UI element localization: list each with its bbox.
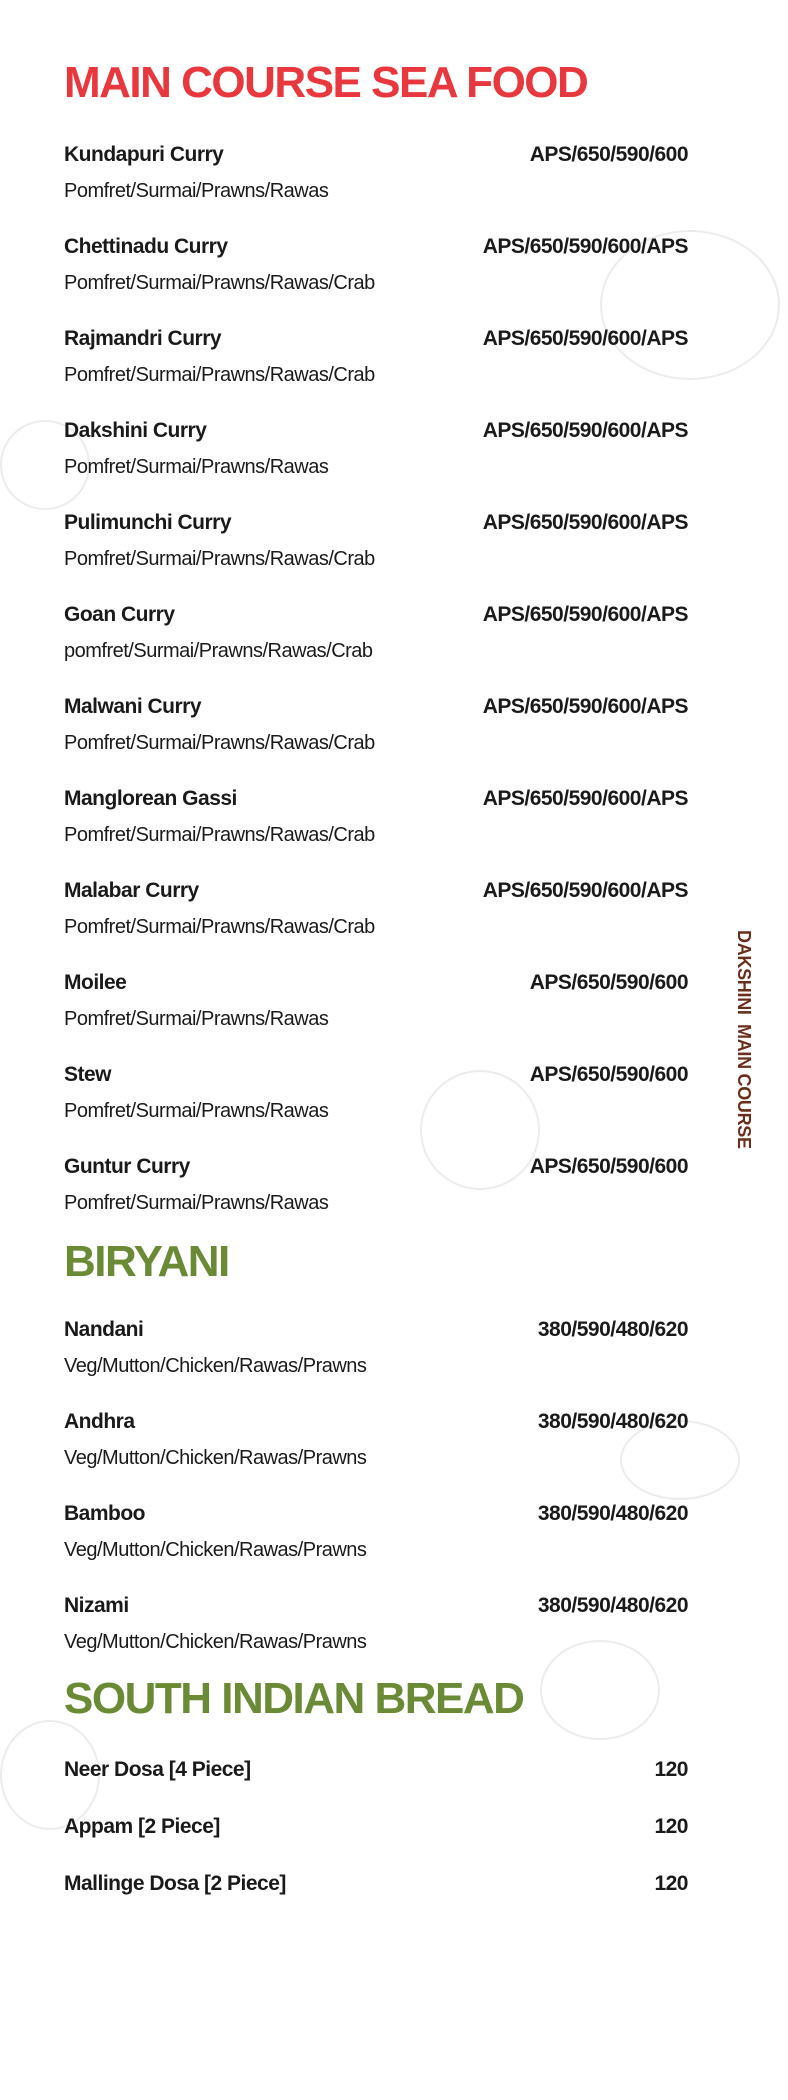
item-name: Moilee bbox=[64, 971, 127, 994]
menu-item bbox=[64, 688, 688, 780]
item-price: 120 bbox=[654, 1872, 688, 1895]
menu-item-row bbox=[64, 780, 688, 818]
item-name: Dakshini Curry bbox=[64, 419, 207, 442]
item-variants: Pomfret/Surmai/Prawns/Rawas bbox=[64, 1008, 329, 1030]
item-price: APS/650/590/600 bbox=[529, 1063, 688, 1086]
menu-item bbox=[64, 964, 688, 1056]
menu-item bbox=[64, 504, 688, 596]
menu-item-row bbox=[64, 1587, 688, 1625]
menu-item-row bbox=[64, 228, 688, 266]
item-name: Andhra bbox=[64, 1410, 135, 1433]
menu-item-row bbox=[64, 412, 688, 450]
menu-item-row bbox=[64, 504, 688, 542]
item-name: Neer Dosa [4 Piece] bbox=[64, 1758, 251, 1781]
item-price: 380/590/480/620 bbox=[537, 1318, 688, 1341]
item-variants: Pomfret/Surmai/Prawns/Rawas bbox=[64, 1100, 329, 1122]
item-variants: Veg/Mutton/Chicken/Rawas/Prawns bbox=[64, 1539, 367, 1561]
menu-item-row bbox=[64, 1056, 688, 1094]
menu-item-row bbox=[64, 1403, 688, 1441]
item-price: APS/650/590/600/APS bbox=[482, 235, 688, 258]
item-variants: Veg/Mutton/Chicken/Rawas/Prawns bbox=[64, 1631, 367, 1653]
menu-item bbox=[64, 1751, 688, 1808]
menu-item-row bbox=[64, 320, 688, 358]
item-variants: Pomfret/Surmai/Prawns/Rawas/Crab bbox=[64, 272, 375, 294]
item-variants: Pomfret/Surmai/Prawns/Rawas/Crab bbox=[64, 732, 375, 754]
item-variants: Pomfret/Surmai/Prawns/Rawas/Crab bbox=[64, 364, 375, 386]
menu-item bbox=[64, 1311, 688, 1403]
item-name: Mallinge Dosa [2 Piece] bbox=[64, 1872, 286, 1895]
item-variants: Pomfret/Surmai/Prawns/Rawas/Crab bbox=[64, 548, 375, 570]
item-price: APS/650/590/600/APS bbox=[482, 419, 688, 442]
item-name: Rajmandri Curry bbox=[64, 327, 222, 350]
item-name: Chettinadu Curry bbox=[64, 235, 228, 258]
item-variants: Pomfret/Surmai/Prawns/Rawas/Crab bbox=[64, 824, 375, 846]
menu-item-row bbox=[64, 1808, 688, 1846]
menu-item-row bbox=[64, 688, 688, 726]
item-price: 380/590/480/620 bbox=[537, 1594, 688, 1617]
item-variants: Pomfret/Surmai/Prawns/Rawas bbox=[64, 1192, 329, 1214]
item-name: Goan Curry bbox=[64, 603, 175, 626]
item-name: Stew bbox=[64, 1063, 112, 1086]
menu-item bbox=[64, 136, 688, 228]
section-title-seafood: MAIN COURSE SEA FOOD bbox=[64, 58, 588, 107]
menu-item bbox=[64, 1495, 688, 1587]
item-name: Kundapuri Curry bbox=[64, 143, 224, 166]
item-name: Nizami bbox=[64, 1594, 129, 1617]
item-variants: pomfret/Surmai/Prawns/Rawas/Crab bbox=[64, 640, 373, 662]
menu-item bbox=[64, 228, 688, 320]
item-price: APS/650/590/600/APS bbox=[482, 603, 688, 626]
menu-item bbox=[64, 1056, 688, 1148]
item-name: Appam [2 Piece] bbox=[64, 1815, 220, 1838]
item-variants: Veg/Mutton/Chicken/Rawas/Prawns bbox=[64, 1447, 367, 1469]
item-variants: Pomfret/Surmai/Prawns/Rawas/Crab bbox=[64, 916, 375, 938]
menu-item bbox=[64, 1808, 688, 1865]
item-price: APS/650/590/600/APS bbox=[482, 879, 688, 902]
item-price: APS/650/590/600 bbox=[529, 143, 688, 166]
item-name: Malabar Curry bbox=[64, 879, 199, 902]
side-label: DAKSHINI MAIN COURSE bbox=[734, 930, 754, 1149]
menu-item bbox=[64, 872, 688, 964]
item-price: APS/650/590/600/APS bbox=[482, 695, 688, 718]
menu-item bbox=[64, 1148, 688, 1240]
menu-item bbox=[64, 320, 688, 412]
menu-item bbox=[64, 1587, 688, 1679]
item-variants: Pomfret/Surmai/Prawns/Rawas bbox=[64, 456, 329, 478]
menu-item bbox=[64, 1865, 688, 1922]
section-title-bread: SOUTH INDIAN BREAD bbox=[64, 1674, 524, 1723]
menu-item-row bbox=[64, 1495, 688, 1533]
item-price: APS/650/590/600/APS bbox=[482, 511, 688, 534]
item-name: Manglorean Gassi bbox=[64, 787, 237, 810]
item-price: APS/650/590/600 bbox=[529, 971, 688, 994]
item-variants: Veg/Mutton/Chicken/Rawas/Prawns bbox=[64, 1355, 367, 1377]
menu-item-row bbox=[64, 136, 688, 174]
item-price: 380/590/480/620 bbox=[537, 1410, 688, 1433]
menu-item-row bbox=[64, 596, 688, 634]
menu-item-row bbox=[64, 872, 688, 910]
menu-item-row bbox=[64, 1865, 688, 1903]
item-name: Bamboo bbox=[64, 1502, 145, 1525]
item-price: APS/650/590/600/APS bbox=[482, 787, 688, 810]
item-price: APS/650/590/600 bbox=[529, 1155, 688, 1178]
menu-item-row bbox=[64, 1751, 688, 1789]
item-name: Malwani Curry bbox=[64, 695, 202, 718]
menu-item-row bbox=[64, 1311, 688, 1349]
item-variants: Pomfret/Surmai/Prawns/Rawas bbox=[64, 180, 329, 202]
item-name: Guntur Curry bbox=[64, 1155, 190, 1178]
menu-item-row bbox=[64, 964, 688, 1002]
item-name: Nandani bbox=[64, 1318, 144, 1341]
item-price: 120 bbox=[654, 1758, 688, 1781]
menu-item bbox=[64, 1403, 688, 1495]
item-price: 120 bbox=[654, 1815, 688, 1838]
bread-list bbox=[64, 1751, 688, 1922]
section-title-biryani: BIRYANI bbox=[64, 1237, 229, 1286]
item-price: APS/650/590/600/APS bbox=[482, 327, 688, 350]
menu-item-row bbox=[64, 1148, 688, 1186]
biryani-list bbox=[64, 1311, 688, 1679]
menu-item bbox=[64, 596, 688, 688]
seafood-list bbox=[64, 136, 688, 1240]
item-price: 380/590/480/620 bbox=[537, 1502, 688, 1525]
menu-item bbox=[64, 780, 688, 872]
item-name: Pulimunchi Curry bbox=[64, 511, 232, 534]
menu-item bbox=[64, 412, 688, 504]
